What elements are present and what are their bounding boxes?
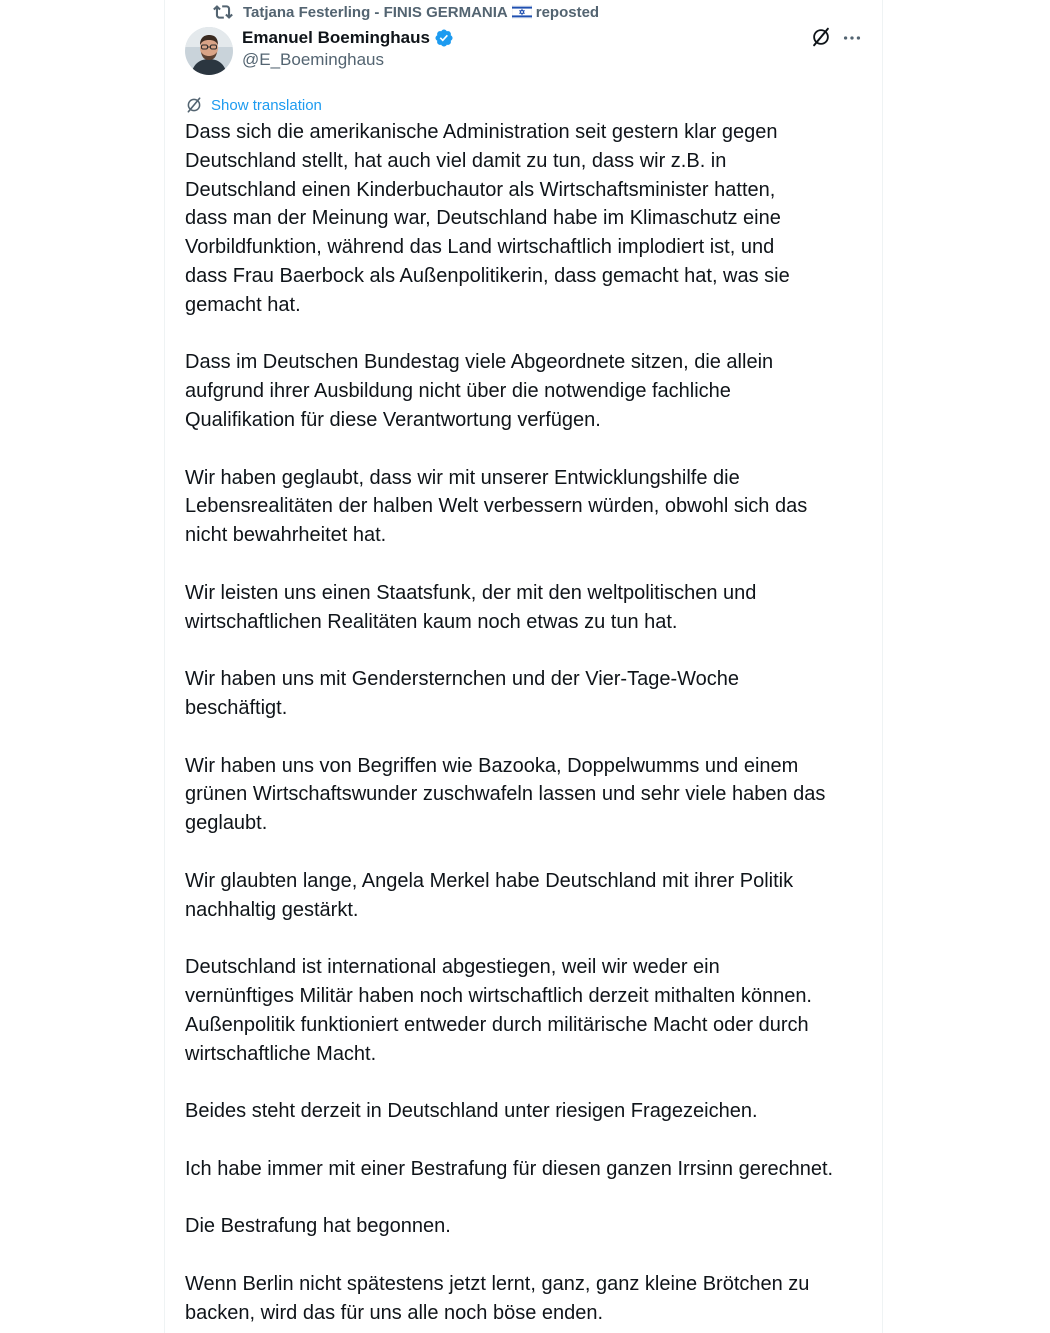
avatar-image (185, 27, 233, 75)
tweet-paragraph: Dass sich die amerikanische Administration seit gestern klar gegen Deutschland stellt, hat auch viel damit zu tun, dass wir z.B. in Deutschland einen Kinderbuchautor als Wirtschaftsminister hatten, dass man der Meinung war, Deutschland habe im Klimaschutz eine Vorbildfunktion, während das Land wirtschaftlich implodiert ist, und dass Frau Baerbock als Außenpolitikerin, dass gemacht hat, was sie gemacht hat. (185, 121, 790, 316)
repost-icon (213, 2, 233, 22)
translate-icon (185, 96, 203, 114)
verified-badge-icon[interactable] (434, 28, 454, 48)
tweet-paragraph: Ich habe immer mit einer Bestrafung für diesen ganzen Irrsinn gerechnet. (185, 1157, 834, 1180)
israel-flag-icon (512, 5, 532, 19)
tweet-paragraph: Wir haben geglaubt, dass wir mit unserer Entwicklungshilfe die Lebensrealitäten der halben Welt verbessern würden, obwohl sich das nicht bewahrheitet hat. (185, 466, 808, 547)
author-handle[interactable]: @E_Boeminghaus (242, 50, 385, 69)
reposter-name[interactable]: Tatjana Festerling - FINIS GERMANIA (243, 3, 508, 21)
tweet-paragraph: Wir glaubten lange, Angela Merkel habe Deutschland mit ihrer Politik nachhaltig gestärkt. (185, 869, 794, 921)
author-name-row[interactable] (242, 26, 454, 50)
more-icon[interactable] (841, 27, 863, 49)
repost-label: reposted (535, 3, 600, 21)
tweet-paragraph: Wir haben uns von Begriffen wie Bazooka, Doppelwumms und einem grünen Wirtschaftswunder zuschwafeln lassen und sehr viele haben das geglaubt. (185, 754, 826, 835)
avatar[interactable] (185, 27, 233, 75)
tweet-paragraph: Beides steht derzeit in Deutschland unter riesigen Fragezeichen. (185, 1100, 758, 1123)
author-name[interactable]: Emanuel Boeminghaus (242, 28, 430, 47)
show-translation-link[interactable] (185, 94, 322, 116)
show-translation-label[interactable]: Show translation (211, 96, 322, 114)
tweet-text (185, 118, 875, 1327)
tweet-paragraph: Wir leisten uns einen Staatsfunk, der mit den weltpolitischen und wirtschaftlichen Realitäten kaum noch etwas zu tun hat. (185, 581, 757, 633)
tweet-paragraph: Die Bestrafung hat begonnen. (185, 1215, 451, 1238)
repost-indicator[interactable] (213, 2, 599, 22)
tweet-column (164, 0, 883, 1333)
tweet-paragraph: Deutschland ist international abgestiegen, weil wir weder ein vernünftiges Militär haben noch wirtschaftlich derzeit mithalten können. Außenpolitik funktioniert entweder durch militärische Macht oder durch wirtschaftliche Macht. (185, 956, 812, 1065)
tweet-paragraph: Wir haben uns mit Gendersternchen und der Vier-Tage-Woche beschäftigt. (185, 668, 739, 719)
tweet-paragraph: Wenn Berlin nicht spätestens jetzt lernt, ganz, ganz kleine Brötchen zu backen, wird das für uns alle noch böse enden. (185, 1272, 810, 1324)
tweet-paragraph: Dass im Deutschen Bundestag viele Abgeordnete sitzen, die allein aufgrund ihrer Ausbildung nicht über die notwendige fachliche Qualifikation für diese Verantwortung verfügen. (185, 351, 774, 431)
grok-icon[interactable] (810, 26, 832, 48)
